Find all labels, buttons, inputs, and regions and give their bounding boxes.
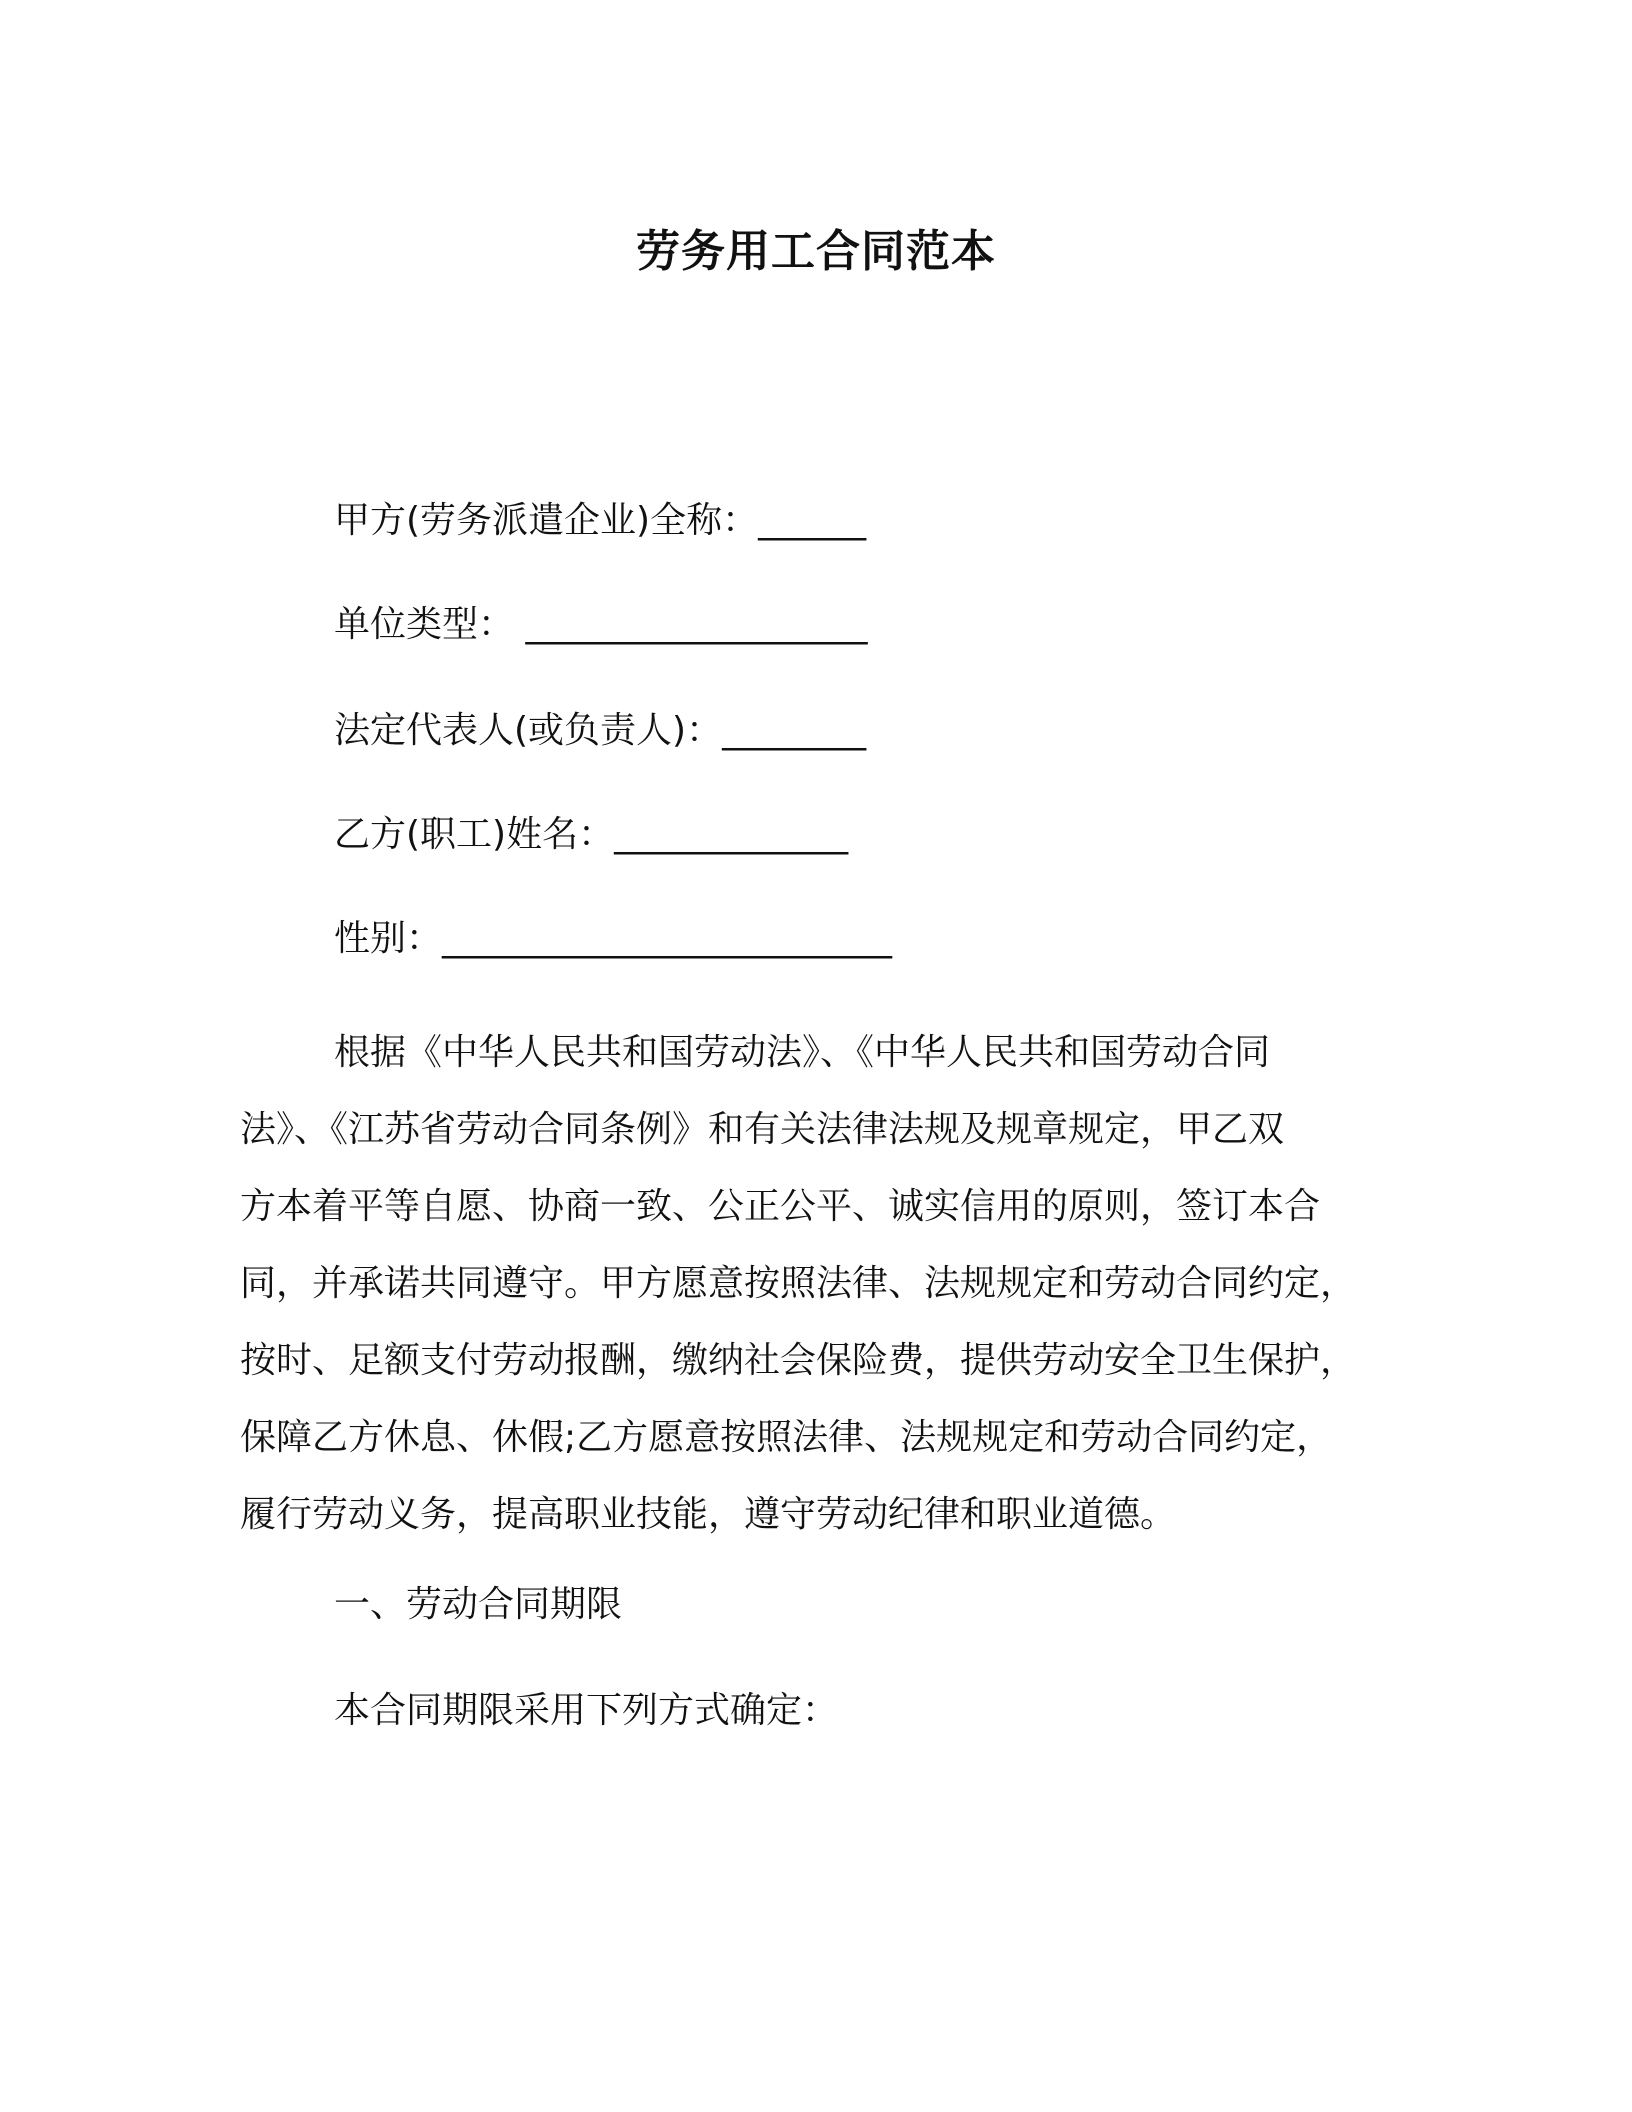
paragraph-line: 方本着平等自愿、协商一致、公正公平、诚实信用的原则，签订本合 — [240, 1186, 1321, 1227]
document-title: 劳务用工合同范本 — [636, 226, 996, 277]
party-b-field: 乙方(职工)姓名：_____________ — [334, 814, 849, 855]
paragraph-line: 保障乙方休息、休假;乙方愿意按照法律、法规规定和劳动合同约定， — [240, 1417, 1333, 1458]
paragraph-line: 根据《中华人民共和国劳动法》、《中华人民共和国劳动合同 — [334, 1032, 1271, 1073]
unit-type-field: 单位类型： ___________________ — [334, 604, 868, 645]
party-a-field: 甲方(劳务派遣企业)全称：______ — [334, 500, 867, 541]
paragraph-line: 按时、足额支付劳动报酬，缴纳社会保险费，提供劳动安全卫生保护， — [240, 1340, 1357, 1381]
paragraph-line: 法》、《江苏省劳动合同条例》和有关法律法规及规章规定，甲乙双 — [240, 1109, 1285, 1150]
intro-paragraph — [240, 1014, 1380, 1553]
legal-representative-field: 法定代表人(或负责人)：________ — [334, 710, 867, 751]
gender-field: 性别：_________________________ — [334, 918, 893, 959]
paragraph-line: 同，并承诺共同遵守。甲方愿意按照法律、法规规定和劳动合同约定， — [240, 1263, 1357, 1304]
paragraph-line: 履行劳动义务，提高职业技能，遵守劳动纪律和职业道德。 — [240, 1494, 1177, 1535]
section-heading: 一、劳动合同期限 — [334, 1584, 623, 1625]
term-method-text: 本合同期限采用下列方式确定： — [334, 1690, 839, 1731]
